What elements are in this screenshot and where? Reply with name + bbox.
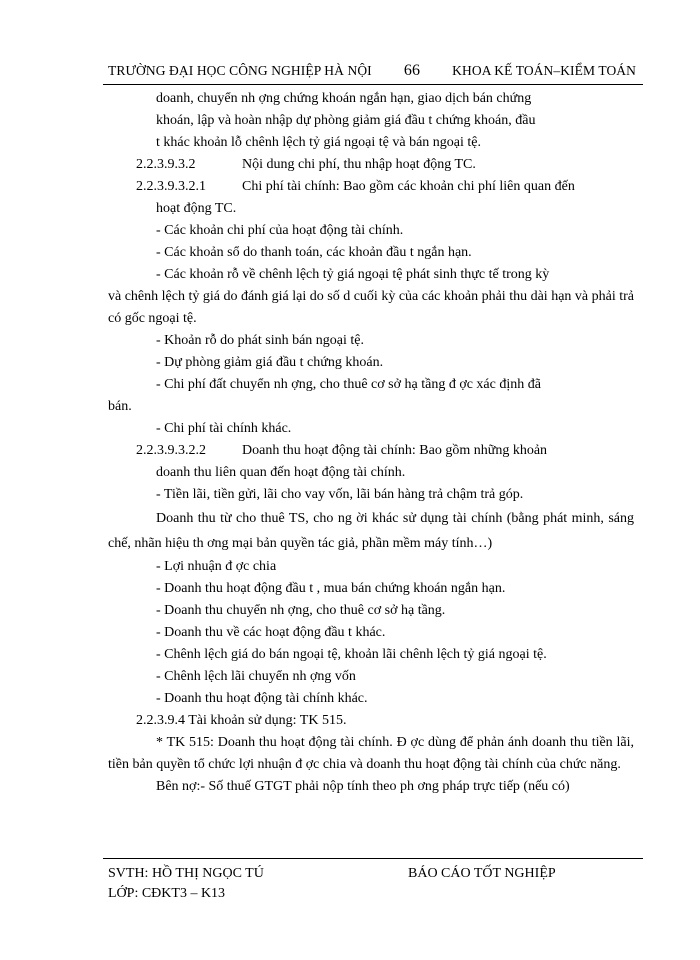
list-item: - Khoản rỗ do phát sinh bán ngoại tệ. bbox=[156, 333, 365, 348]
intro-line: t khác khoản lỗ chênh lệch tỷ giá ngoại tệ và bán ngoại tệ. bbox=[156, 135, 482, 150]
footer-class: LỚP: CĐKT3 – K13 bbox=[108, 886, 226, 901]
list-item: - Các khoản sổ do thanh toán, các khoản đầu t ngắn hạn. bbox=[156, 245, 472, 260]
page-number: 66 bbox=[403, 62, 421, 79]
list-item: - Các khoản rỗ về chênh lệch tỷ giá ngoại tệ phát sinh thực tế trong kỳ bbox=[156, 267, 550, 282]
section-heading-2-2-3-9-3-2 bbox=[108, 154, 634, 176]
section-number: 2.2.3.9.3.2.2 bbox=[136, 443, 206, 458]
list-item: - Doanh thu về các hoạt động đầu t khác. bbox=[156, 625, 386, 640]
list-item: - Chi phí tài chính khác. bbox=[156, 421, 292, 436]
section-title: Doanh thu hoạt động tài chính: Bao gồm những khoản bbox=[242, 443, 548, 458]
list-item: - Chênh lệch giá do bán ngoại tệ, khoản lãi chênh lệch tỷ giá ngoại tệ. bbox=[156, 647, 547, 662]
paragraph: * TK 515: Doanh thu hoạt động tài chính. Đ ợc dùng để phản ánh doanh thu tiền lãi, tiền bản quyền tổ chức lợi nhuận đ ợc chia và doanh thu hoạt động tài chính của chức năng. bbox=[108, 735, 634, 772]
section-number: 2.2.3.9.3.2.1 bbox=[136, 179, 206, 194]
list-item: - Dự phòng giảm giá đầu t chứng khoán. bbox=[156, 355, 384, 370]
header-faculty: KHOA KẾ TOÁN–KIỂM TOÁN bbox=[452, 63, 636, 78]
intro-line: khoán, lập và hoàn nhập dự phòng giảm giá đầu t chứng khoán, đầu bbox=[156, 113, 536, 128]
page-header bbox=[108, 62, 636, 80]
list-item: - Chênh lệch lãi chuyển nh ợng vốn bbox=[156, 669, 356, 684]
section-heading-2-2-3-9-4: 2.2.3.9.4 Tài khoản sử dụng: TK 515. bbox=[136, 713, 347, 728]
footer-rule bbox=[103, 858, 643, 859]
list-item: - Các khoản chi phí của hoạt động tài chính. bbox=[156, 223, 404, 238]
footer-student: SVTH: HỒ THỊ NGỌC TÚ bbox=[108, 866, 264, 881]
section-title-cont: doanh thu liên quan đến hoạt động tài chính. bbox=[156, 465, 406, 480]
page-body bbox=[108, 88, 634, 798]
intro-line: doanh, chuyển nh ợng chứng khoán ngắn hạn, giao dịch bán chứng bbox=[156, 91, 532, 106]
section-title-cont: hoạt động TC. bbox=[156, 201, 237, 216]
paragraph: Doanh thu từ cho thuê TS, cho ng ời khác sử dụng tài chính (bằng phát minh, sáng chế, nhãn hiệu th ơng mại bản quyền tác giả, phần mềm máy tính…) bbox=[108, 511, 634, 551]
list-item: - Doanh thu hoạt động tài chính khác. bbox=[156, 691, 368, 706]
paragraph: và chênh lệch tỷ giá do đánh giá lại do số d cuối kỳ của các khoản phải thu dài hạn và phải trả có gốc ngoại tệ. bbox=[108, 289, 634, 326]
section-title: Nội dung chi phí, thu nhập hoạt động TC. bbox=[242, 157, 476, 172]
list-item: - Lợi nhuận đ ợc chia bbox=[156, 559, 277, 574]
list-item: - Doanh thu hoạt động đầu t , mua bán chứng khoán ngắn hạn. bbox=[156, 581, 506, 596]
section-number: 2.2.3.9.3.2 bbox=[136, 157, 196, 172]
section-heading-2-2-3-9-3-2-1 bbox=[108, 176, 634, 198]
list-item: - Doanh thu chuyển nh ợng, cho thuê cơ sở hạ tầng. bbox=[156, 603, 446, 618]
section-title: Chi phí tài chính: Bao gồm các khoản chi phí liên quan đến bbox=[242, 179, 575, 194]
paragraph: Bên nợ:- Số thuế GTGT phải nộp tính theo ph ơng pháp trực tiếp (nếu có) bbox=[156, 779, 570, 794]
footer-report: BÁO CÁO TỐT NGHIỆP bbox=[408, 866, 556, 881]
section-heading-2-2-3-9-3-2-2 bbox=[108, 440, 634, 462]
header-rule bbox=[103, 84, 643, 85]
header-school: TRƯỜNG ĐẠI HỌC CÔNG NGHIỆP HÀ NỘI bbox=[108, 63, 372, 78]
paragraph: bán. bbox=[108, 399, 132, 414]
page-footer bbox=[108, 864, 636, 904]
list-item: - Tiền lãi, tiền gửi, lãi cho vay vốn, lãi bán hàng trả chậm trả góp. bbox=[156, 487, 524, 502]
list-item: - Chi phí đất chuyển nh ợng, cho thuê cơ sở hạ tầng đ ợc xác định đã bbox=[156, 377, 541, 392]
